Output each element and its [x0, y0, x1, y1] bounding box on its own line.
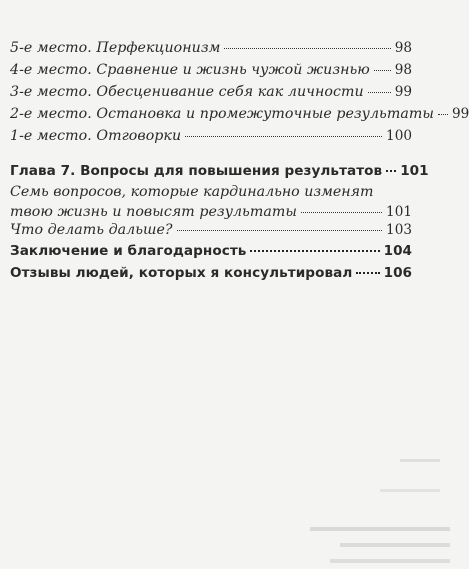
toc-entry-label: 3-е место. Обесценивание себя как личности	[10, 84, 364, 100]
toc-page-number: 101	[400, 163, 429, 179]
toc-leader-dots	[356, 272, 379, 274]
toc-chapter-label: Отзывы людей, которых я консультировал	[10, 265, 353, 281]
toc-page-number: 99	[451, 106, 469, 122]
toc-entry-label: 2-е место. Остановка и промежуточные результаты	[10, 106, 434, 122]
bleed-through-marks	[280, 439, 450, 569]
toc-page-number: 103	[386, 222, 412, 238]
toc-chapter-7	[10, 163, 429, 179]
toc-leader-dots	[224, 48, 390, 49]
toc-reviews	[10, 265, 412, 281]
toc-leader-dots	[177, 230, 382, 231]
toc-entry-5th-place	[10, 40, 412, 56]
toc-page-number: 100	[386, 128, 412, 144]
toc-leader-dots	[374, 70, 391, 71]
toc-chapter-label: Заключение и благодарность	[10, 243, 247, 259]
toc-entry-3rd-place	[10, 84, 412, 100]
toc-entry-questions	[10, 204, 412, 220]
toc-page-number: 99	[394, 84, 412, 100]
toc-leader-dots	[185, 136, 382, 137]
toc-page-number: 104	[383, 243, 412, 259]
toc-entry-label: твою жизнь и повысят результаты	[10, 204, 297, 220]
toc-entry-label: 5-е место. Перфекционизм	[10, 40, 221, 56]
toc-entry-1st-place	[10, 128, 412, 144]
toc-leader-dots	[301, 212, 382, 213]
toc-leader-dots	[438, 114, 448, 115]
toc-page-number: 98	[394, 62, 412, 78]
toc-page-number: 98	[394, 40, 412, 56]
toc-entry-label: 4-е место. Сравнение и жизнь чужой жизнью	[10, 62, 370, 78]
toc-page-number: 101	[386, 204, 412, 220]
toc-leader-dots	[250, 250, 379, 252]
toc-entry-what-next	[10, 222, 412, 238]
toc-entry-label: 1-е место. Отговорки	[10, 128, 182, 144]
toc-entry-questions-line1: Семь вопросов, которые кардинально изменят	[10, 184, 374, 200]
toc-chapter-label: Глава 7. Вопросы для повышения результатов	[10, 163, 383, 179]
toc-conclusion	[10, 243, 412, 259]
toc-page-number: 106	[383, 265, 412, 281]
toc-leader-dots	[386, 170, 396, 172]
toc-entry-2nd-place	[10, 106, 469, 122]
toc-leader-dots	[368, 92, 391, 93]
toc-entry-label: Что делать дальше?	[10, 222, 173, 238]
toc-entry-4th-place	[10, 62, 412, 78]
